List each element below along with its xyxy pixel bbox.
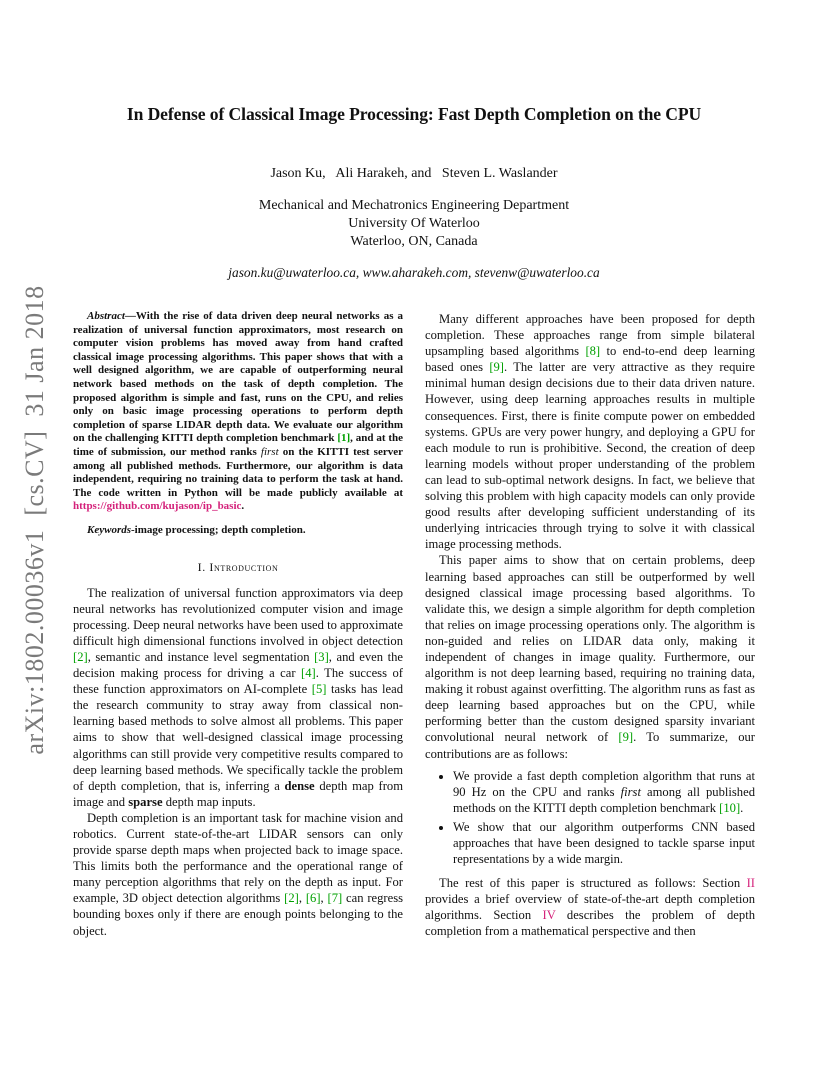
paragraph-text: . To summarize, our contributions are as follows: — [425, 730, 755, 761]
author-list: Jason Ku, Ali Harakeh, and Steven L. Waslander — [270, 166, 558, 181]
citation-link[interactable]: [3] — [314, 649, 329, 664]
citation-link[interactable]: [8] — [585, 344, 601, 359]
citation-link[interactable]: [6] — [305, 891, 321, 906]
list-item — [453, 768, 755, 816]
paragraph-text: depth map inputs. — [162, 794, 256, 809]
citation-link[interactable]: [9] — [618, 730, 634, 745]
list-item-text: We show that our algorithm outperforms CNN based approaches that have been designed to tackle sparse input representations by a wide margin. — [453, 819, 755, 867]
paragraph-text: , semantic and instance level segmentation — [87, 649, 315, 664]
paragraph-text: tasks has lead the research community to stray away from classical non-learning based methods to solve almost all problems. This paper aims to show that well-designed classical image processing algorithms can still provide very competitive results compared to deep learning based methods. We specifically tackle the problem of depth completion, that is, inferring a — [73, 682, 403, 793]
rank-text: first — [620, 784, 641, 799]
paragraph-text: describes the problem of depth completion from a mathematical perspective and then — [425, 908, 755, 939]
paragraph-text: The rest of this paper is structured as follows: Section — [439, 876, 747, 891]
citation-link[interactable]: [1] — [337, 432, 351, 445]
citation-link[interactable]: [2] — [284, 891, 299, 906]
contributions-list — [425, 768, 755, 868]
affiliation-line: Mechanical and Mechatronics Engineering Department — [258, 198, 570, 213]
citation-link[interactable]: [7] — [327, 891, 343, 906]
left-column — [73, 310, 403, 939]
keywords-label: Keywords — [87, 523, 131, 536]
abstract-text: on the KITTI test server among all published methods. Furthermore, our algorithm is data independent, requiring no training data to perform the task at hand. The code written in Python will be made publicly available at — [73, 445, 403, 499]
list-item-text: among all published methods on the KITTI depth completion benchmark — [453, 784, 755, 815]
author-emails: jason.ku@uwaterloo.ca, www.aharakeh.com, stevenw@uwaterloo.ca — [228, 265, 600, 280]
paragraph-text: Depth completion is an important task for machine vision and robotics. Current state-of-the-art LIDAR sensors can only provide sparse depth maps when projected back to image space. This limits both the performance and the operational range of many perception algorithms that rely on the depth as input. For example, 3D object detection algorithms — [73, 810, 403, 906]
list-item — [453, 819, 755, 867]
list-item-text: We provide a fast depth completion algorithm that runs at 90 Hz on the CPU and ranks — [453, 768, 755, 799]
arxiv-stamp — [16, 285, 54, 755]
abstract-text: —With the rise of data driven deep neural networks as a realization of universal function approximators, most research on computer vision problems has moved away from hand crafted classical image processing algorithms. This paper shows that with a well designed algorithm, we are capable of outperforming neural network based methods on the task of depth completion. The proposed algorithm is simple and fast, runs on the CPU, and relies only on basic image processing operations to perform depth completion of sparse LIDAR depth data. We evaluate our algorithm on the challenging KITTI depth completion benchmark — [73, 310, 403, 445]
section-heading-introduction: I. Introduction — [197, 559, 279, 574]
keywords-text: -image processing; depth completion. — [131, 523, 306, 536]
citation-link[interactable]: [9] — [489, 360, 504, 375]
affiliation-line: University Of Waterloo — [348, 216, 480, 231]
abstract-text: . — [241, 500, 245, 513]
paragraph-text: . The success of these function approximators on AI-complete — [73, 666, 403, 697]
abstract-text: , and at the time of submission, our method ranks — [73, 432, 403, 458]
citation-link[interactable]: [4] — [301, 666, 316, 681]
rank-text: first — [260, 445, 279, 458]
intro-paragraph — [425, 311, 755, 552]
paper-title: In Defense of Classical Image Processing: Fast Depth Completion on the CPU — [126, 104, 702, 124]
right-column — [425, 311, 755, 940]
emphasis-dense: dense — [284, 778, 315, 793]
intro-paragraph — [425, 875, 755, 939]
affiliation-line: Waterloo, ON, Canada — [350, 234, 478, 249]
abstract — [73, 310, 403, 514]
affiliation — [0, 197, 828, 251]
code-url-link[interactable]: https://github.com/kujason/ip_basic — [73, 500, 242, 513]
paragraph-text: depth map from image and — [73, 778, 403, 809]
paragraph-text: This paper aims to show that on certain problems, deep learning based approaches can still be outperformed by well designed classical image processing based algorithms. To validate this, we design a simple algorithm for depth completion that relies on image processing operations only. The algorithm is non-guided and relies on LIDAR data only, making it independent of changes in image quality. Furthermore, our algorithm is not deep learning based, requiring no training data, making it robust against overfitting. The algorithm runs as fast as deep learning based approaches but on the CPU, while performing better than the custom designed sparsity invariant convolutional neural network of — [425, 553, 755, 745]
intro-paragraph — [73, 810, 403, 939]
section-link[interactable]: IV — [542, 908, 556, 923]
paragraph-text: provides a brief overview of state-of-the-art depth completion algorithms. Section — [425, 892, 755, 923]
citation-link[interactable]: [5] — [311, 682, 327, 697]
paragraph-text: can regress bounding boxes only if there are enough points belonging to the object. — [73, 891, 403, 938]
intro-paragraph — [425, 552, 755, 761]
emphasis-sparse: sparse — [128, 794, 163, 809]
paragraph-text: , and even the decision making process for driving a car — [73, 649, 404, 681]
paragraph-text: The realization of universal function approximators via deep neural networks has revolutionized computer vision and image processing. Deep neural networks have been used to approximate difficult high dimensional functions involved in object detection — [73, 585, 403, 648]
intro-paragraph — [73, 585, 403, 810]
paragraph-text: to end-to-end deep learning based ones — [425, 344, 755, 375]
paragraph-text: Many different approaches have been proposed for depth completion. These approaches range from simple bilateral upsampling based algorithms — [425, 312, 755, 359]
citation-link[interactable]: [2] — [73, 649, 88, 664]
paragraph-text: , — [320, 891, 328, 906]
section-link[interactable]: II — [746, 876, 755, 891]
keywords — [73, 524, 403, 538]
list-item-text: . — [740, 800, 744, 815]
arxiv-stamp-text: arXiv:1802.00036v1 [cs.CV] 31 Jan 2018 — [20, 285, 49, 755]
abstract-label: Abstract — [87, 310, 125, 322]
citation-link[interactable]: [10] — [719, 800, 741, 815]
paragraph-text: . The latter are very attractive as they require minimal human design decisions due to their data driven nature. However, using deep learning approaches results in multiple consequences. First, there is finite compute power on embedded systems. GPUs are very power hungry, and deploying a GPU for each module to run is prohibitive. Second, the creation of deep learning models without proper understanding of the problem can lead to sub-optimal network designs. In fact, we believe that solving this problem with high capacity models can only provide good results after developing sufficient understanding of its underlying intricacies through trying to solve it with classical image processing methods. — [425, 360, 755, 552]
paragraph-text: , — [298, 891, 306, 906]
